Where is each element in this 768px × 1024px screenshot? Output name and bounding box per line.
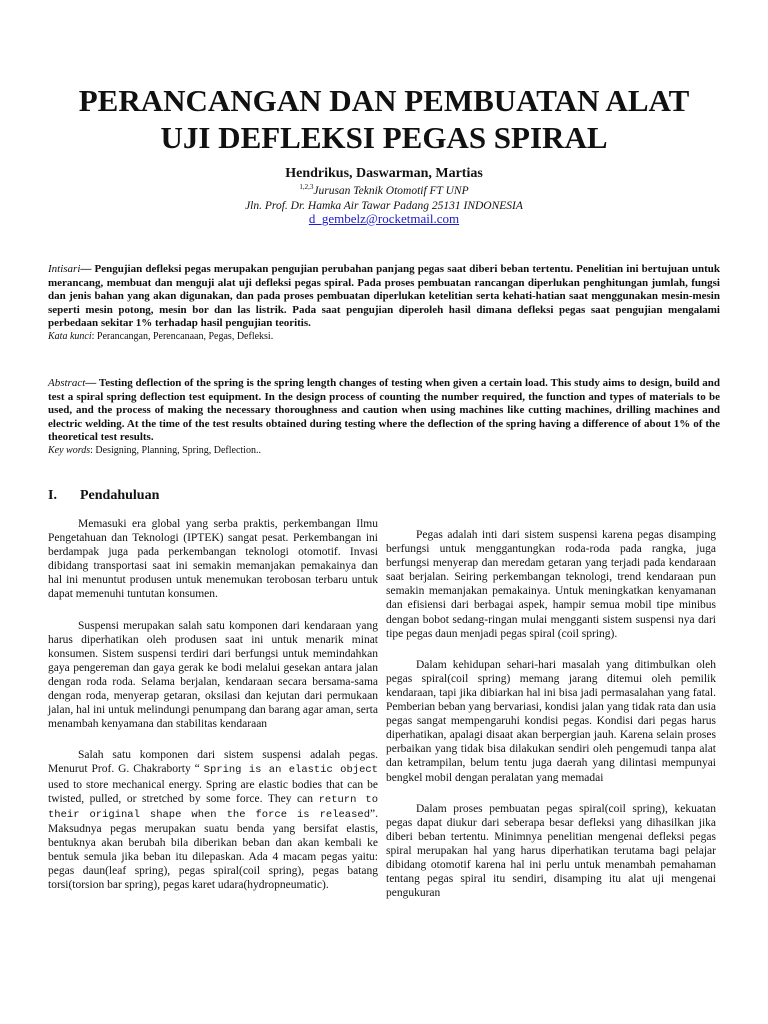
kata-kunci: [48, 331, 720, 343]
kata-kunci-label: Kata kunci: [48, 330, 92, 342]
section-title: Pendahuluan: [80, 488, 160, 503]
title-line-1: PERANCANGAN DAN PEMBUATAN ALAT: [78, 83, 690, 118]
left-column: [48, 517, 378, 909]
right-paragraph-3: Dalam proses pembuatan pegas spiral(coil spring), kekuatan pegas dapat diukur dari seberapa besar defleksi yang dihasilkan jika diberi beban tertentu. Minimnya penelitian mengenai defleksi pegas spiral merupakan hal yang harus diperhatikan terutama bagi pelajar dibidang otomotif karena hal ini perlu untuk menambah pemahaman tentang pegas spiral itu sendiri, disamping itu alat uji mengenai pengukuran: [386, 802, 716, 900]
left-paragraph-3: [48, 748, 378, 892]
paper-title: [40, 82, 728, 156]
left-p3-part-b: used to store mechanical energy. Spring are elastic bodies that can be twisted, pulled, or stretched by some force. They can: [48, 778, 378, 805]
abstract-block: [48, 377, 720, 457]
abstract-text: [48, 377, 720, 445]
kata-kunci-text: : Perancangan, Perencanaan, Pegas, Defleksi.: [91, 330, 274, 342]
abstract-dash: —: [85, 377, 97, 389]
affiliation-superscript: 1,2,3: [299, 183, 314, 191]
left-p3-part-c: ”. Maksudnya pegas merupakan suatu benda yang bersifat elastis, bentuknya akan berubah bila diberikan beban dan akan kembali ke bentuk semula jika beban itu dilepaskan. Ada 4 macam pegas yaitu: pegas daun(leaf spring), pegas spiral(coil spring), pegas batang torsi(torsion bar spring), pegas karet udara(hydropneumatic).: [48, 807, 378, 892]
right-paragraph-2: Dalam kehidupan sehari-hari masalah yang ditimbulkan oleh pegas spiral(coil spring) memang jarang ditemui oleh pemilik kendaraan, tapi jika dibiarkan hal ini bisa jadi permasalahan yang fatal. Pemberian beban yang bervariasi, kondisi jalan yang tidak rata dan usia pegas sangat mempengaruhi kondisi pegas. Kondisi dari pegas harus diperhatikan, apalagi disaat akan berpergian jauh. Karena selain proses perbaikan yang tidak bisa dilakukan sendiri oleh pengemudi tanpa alat dan ketrampilan, belum tentu juga daerah yang dilintasi mempunyai bengkel mobil dengan peralatan yang memadai: [386, 658, 716, 784]
intisari-text: [48, 263, 720, 331]
abstract-body: Testing deflection of the spring is the spring length changes of testing when given a certain load. This study aims to design, build and test a spiral spring deflection test equipment. In the design process of counting the number required, the function and types of materials to be used, and the process of making the necessary thoroughness and caution when using machines like cutting machines, drilling machines and electric welding. At the time of the test results obtained during testing where the deflection of the spring having a difference of about 1% of the theoretical test results.: [48, 377, 720, 444]
left-p3-part-a: Salah satu komponen dari sistem suspensi adalah pegas. Menurut Prof. G. Chakraborty “: [48, 749, 378, 776]
intisari-label: Intisari: [48, 263, 81, 275]
intisari-body: Pengujian defleksi pegas merupakan pengujian perubahan panjang pegas saat diberi beban tertentu. Penelitian ini bertujuan untuk merancang, membuat dan menguji alat uji defleksi pegas spiral. Pada proses pembuatan rancangan diperlukan penghitungan jumlah, fungsi dan jenis bahan yang akan digunakan, dan pada proses pembuatan diperlukan ketelitian serta kehati-hatian saat menggunakan mesin-mesin seperti mesin potong, mesin bor dan las listrik. Pada saat pengujian diperoleh hasil dimana defleksi pegas saat pengujian mengalami perbedaan sekitar 1% terhadap hasil pengujian teoritis.: [48, 263, 720, 330]
left-paragraph-1: Memasuki era global yang serba praktis, perkembangan Ilmu Pengetahuan dan Teknologi (IPTEK) sangat pesat. Perkembangan ini berdampak juga pada perkembangan teknologi otomotif. Invasi dibidang transportasi saat ini semakin memanjakan pemakainya dan hal ini menuntut produsen untuk menemukan terobosan terbaru untuk dapat memenuhi tuntutan konsumen.: [48, 518, 378, 601]
section-heading: [48, 488, 159, 504]
title-line-2: UJI DEFLEKSI PEGAS SPIRAL: [160, 120, 608, 155]
left-paragraph-2: Suspensi merupakan salah satu komponen dari kendaraan yang harus diperhatikan oleh produsen saat ini untuk menarik minat konsumen. Sistem suspensi terdiri dari berfungsi untuk memindahkan gaya pengereman dan gaya gerak ke bodi melalui gesekan antara jalan dengan roda roda. Selama berjalan, kendaraan secara bersama-sama dengan roda, menyerap getaran, oksilasi dan kejutan dari permukaan jalan, hal ini untuk melindungi penumpang dan barang agar aman, serta menambah kenyamana dan stabilitas kendaraan: [48, 619, 378, 731]
quote-mono-1: Spring is an elastic object: [203, 764, 378, 777]
email-link[interactable]: d_gembelz@rocketmail.com: [308, 211, 460, 226]
section-number: I.: [48, 488, 57, 503]
key-words-label: Key words: [48, 444, 91, 456]
address: Jln. Prof. Dr. Hamka Air Tawar Padang 25131 INDONESIA: [245, 199, 523, 212]
intisari-dash: —: [80, 263, 92, 275]
right-paragraph-1: Pegas adalah inti dari sistem suspensi karena pegas disamping berfungsi untuk menggantungkan roda-roda pada rangka, juga berfungsi menyerap dan meredam getaran yang terjadi pada kendaraan saat berjalan. Seiring perkembangan teknologi, trend kendaraan pun semakin memanjakan pemakainya. Untuk meningkatkan kenyamanan dan efisiensi dari berbagai aspek, hampir semua mobil tipe minibus dengan bobot sedang-ringan mulai mengganti sistem suspensi nya dari tipe pegas daun menjadi pegas spiral (coil spring).: [386, 529, 716, 640]
abstract-label: Abstract: [48, 377, 86, 389]
authors: Hendrikus, Daswarman, Martias: [285, 166, 483, 181]
key-words-text: : Designing, Planning, Spring, Deflection..: [90, 444, 261, 456]
quote-mono-2: return to their original shape when the force is released: [48, 793, 378, 821]
intisari-block: [48, 263, 720, 343]
affiliation: Jurusan Teknik Otomotif FT UNP: [313, 184, 469, 197]
affiliation-block: [40, 180, 728, 214]
right-column: [386, 528, 716, 917]
key-words: [48, 445, 720, 457]
